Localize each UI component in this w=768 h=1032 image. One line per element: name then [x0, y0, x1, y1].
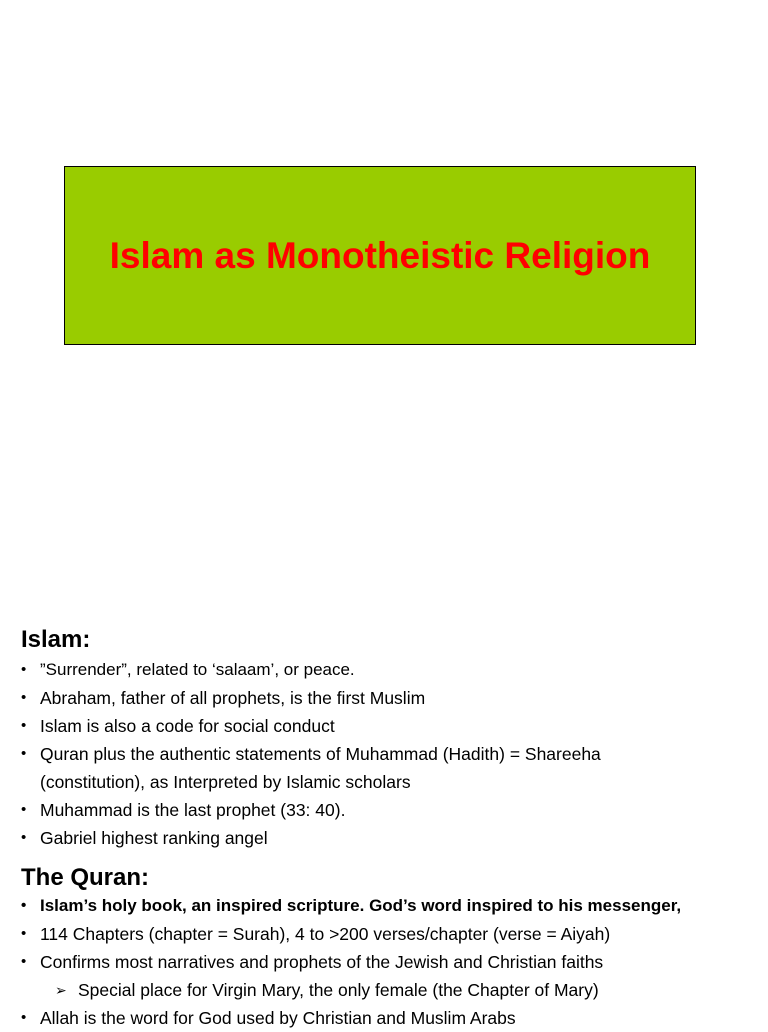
- islam-bullet-list: [21, 656, 761, 852]
- list-item-text: Islam’s holy book, an inspired scripture. God’s word inspired to his messenger,: [40, 896, 682, 915]
- page-title: Islam as Monotheistic Religion: [109, 234, 651, 276]
- section-heading-quran: The Quran:: [21, 864, 150, 891]
- list-item-text: Islam is also a code for social conduct: [40, 716, 335, 736]
- list-item: [21, 656, 761, 684]
- list-item: [21, 1004, 761, 1032]
- bullet-icon: •: [21, 1009, 27, 1026]
- bullet-icon: •: [21, 745, 27, 762]
- list-item: [21, 740, 761, 768]
- bullet-icon: •: [21, 661, 27, 678]
- bullet-icon: •: [21, 897, 27, 914]
- list-item-text: (constitution), as Interpreted by Islamic scholars: [40, 772, 411, 792]
- list-item: [21, 712, 761, 740]
- sub-list-item: [21, 976, 761, 1004]
- list-item: [21, 920, 761, 948]
- list-item-text: Allah is the word for God used by Christian and Muslim Arabs: [40, 1008, 516, 1028]
- list-item-text: Special place for Virgin Mary, the only female (the Chapter of Mary): [78, 980, 599, 1000]
- list-item: [21, 824, 761, 852]
- bullet-icon: •: [21, 925, 27, 942]
- list-item-text: Muhammad is the last prophet (33: 40).: [40, 800, 346, 820]
- bullet-icon: •: [21, 829, 27, 846]
- list-item-text: Gabriel highest ranking angel: [40, 828, 268, 848]
- arrow-bullet-icon: ➢: [55, 982, 67, 998]
- title-banner: [64, 166, 696, 345]
- list-item: [21, 796, 761, 824]
- list-item-continuation: [21, 768, 761, 796]
- bullet-icon: •: [21, 717, 27, 734]
- list-item-text: Confirms most narratives and prophets of the Jewish and Christian faiths: [40, 952, 604, 972]
- bullet-icon: •: [21, 801, 27, 818]
- list-item-text: Abraham, father of all prophets, is the first Muslim: [40, 688, 426, 708]
- list-item: [21, 948, 761, 976]
- list-item: [21, 892, 761, 920]
- list-item-text: Quran plus the authentic statements of Muhammad (Hadith) = Shareeha: [40, 744, 601, 764]
- quran-bullet-list: [21, 892, 761, 1032]
- section-heading-islam: Islam:: [21, 626, 91, 653]
- list-item-text: 114 Chapters (chapter = Surah), 4 to >200 verses/chapter (verse = Aiyah): [40, 924, 611, 944]
- bullet-icon: •: [21, 689, 27, 706]
- bullet-icon: •: [21, 953, 27, 970]
- list-item-text: ”Surrender”, related to ‘salaam’, or peace.: [40, 660, 355, 679]
- list-item: [21, 684, 761, 712]
